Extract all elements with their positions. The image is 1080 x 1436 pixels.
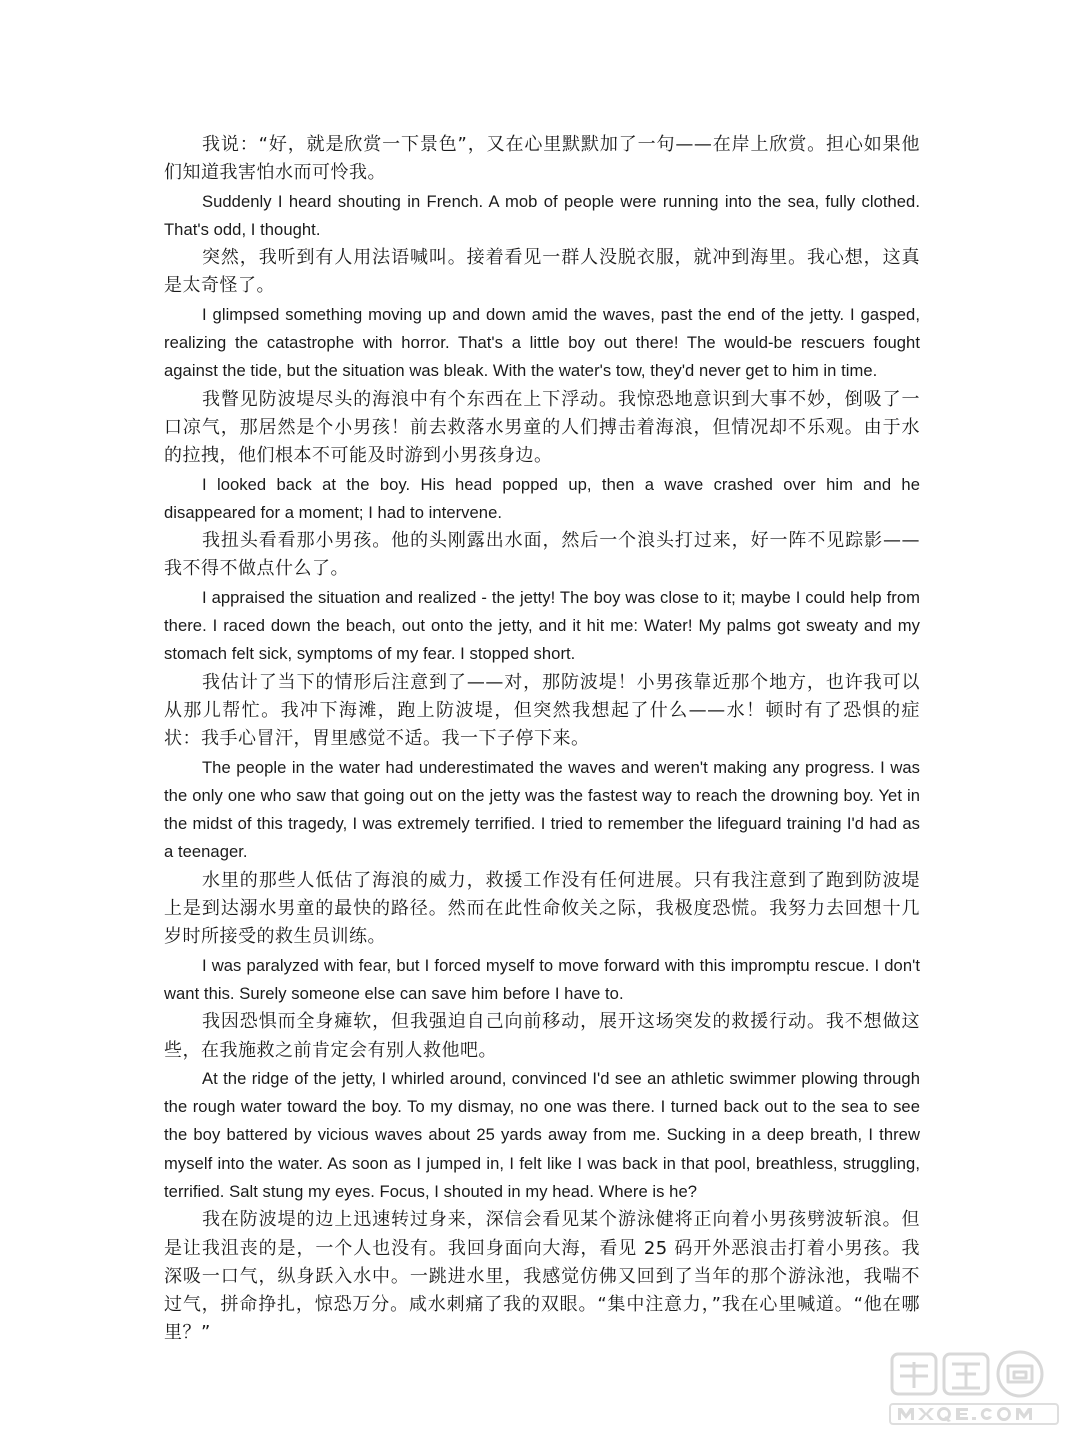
paragraph-zh-4: 我扭头看看那小男孩。他的头刚露出水面，然后一个浪头打过来，好一阵不见踪影——我不得不做点什么了。 <box>164 530 920 580</box>
watermark-logo-icon <box>886 1348 1062 1428</box>
paragraph-en-2: Suddenly I heard shouting in French. A mob of people were running into the sea, fully clothed. That's odd, I thought. <box>164 191 920 239</box>
paragraph-en-8: At the ridge of the jetty, I whirled around, convinced I'd see an athletic swimmer plowing through the rough water toward the boy. To my dismay, no one was there. I turned back out to the sea to see the boy battered by vicious waves about 25 yards away from me. Sucking in a deep breath, I threw myself into the water. As soon as I jumped in, I felt like I was back in that pool, breathless, struggling, terrified. Salt stung my eyes. Focus, I shouted in my head. Where is he? <box>164 1068 920 1201</box>
article-text <box>164 131 920 1348</box>
paragraph-zh-5: 我估计了当下的情形后注意到了——对，那防波堤！小男孩靠近那个地方，也许我可以从那儿帮忙。我冲下海滩，跑上防波堤，但突然我想起了什么——水！顿时有了恐惧的症状：我手心冒汗，胃里感觉不适。我一下子停下来。 <box>164 671 920 750</box>
paragraph-en-6: The people in the water had underestimated the waves and weren't making any progress. I was the only one who saw that going out on the jetty was the fastest way to reach the drowning boy. Yet in the midst of this tragedy, I was extremely terrified. I tried to remember the lifeguard training I'd had as a teenager. <box>164 757 920 862</box>
paragraph-zh-1: 我说：“好，就是欣赏一下景色”，又在心里默默加了一句——在岸上欣赏。担心如果他们知道我害怕水而可怜我。 <box>164 134 920 184</box>
paragraph-en-7: I was paralyzed with fear, but I forced myself to move forward with this impromptu rescue. I don't want this. Surely someone else can save him before I have to. <box>164 955 920 1003</box>
paragraph-zh-6: 水里的那些人低估了海浪的威力，救援工作没有任何进展。只有我注意到了跑到防波堤上是到达溺水男童的最快的路径。然而在此性命攸关之际，我极度恐慌。我努力去回想十几岁时所接受的救生员训练。 <box>164 869 920 948</box>
paragraph-zh-7: 我因恐惧而全身瘫软，但我强迫自己向前移动，展开这场突发的救援行动。我不想做这些，在我施救之前肯定会有别人救他吧。 <box>164 1011 920 1061</box>
paragraph-zh-2: 突然，我听到有人用法语喊叫。接着看见一群人没脱衣服，就冲到海里。我心想，这真是太奇怪了。 <box>164 247 920 297</box>
paragraph-en-4: I looked back at the boy. His head popped up, then a wave crashed over him and he disappeared for a moment; I had to intervene. <box>164 474 920 522</box>
paragraph-zh-3: 我瞥见防波堤尽头的海浪中有个东西在上下浮动。我惊恐地意识到大事不妙，倒吸了一口凉气，那居然是个小男孩！前去救落水男童的人们搏击着海浪，但情况却不乐观。由于水的拉拽，他们根本不可能及时游到小男孩身边。 <box>164 388 920 467</box>
paragraph-zh-8: 我在防波堤的边上迅速转过身来，深信会看见某个游泳健将正向着小男孩劈波斩浪。但是让我沮丧的是，一个人也没有。我回身面向大海，看见 25 码开外恶浪击打着小男孩。我深吸一口气，纵身跃入水中。一跳进水里，我感觉仿佛又回到了当年的那个游泳池，我喘不过气，拼命挣扎，惊恐万分。咸水刺痛了我的双眼。“集中注意力，”我在心里喊道。“他在哪里？” <box>164 1209 920 1344</box>
paragraph-en-3: I glimpsed something moving up and down amid the waves, past the end of the jetty. I gasped, realizing the catastrophe with horror. That's a little boy out there! The would-be rescuers fought against the tide, but the situation was bleak. With the water's tow, they'd never get to him in time. <box>164 304 920 381</box>
watermark-logo <box>886 1348 1062 1428</box>
paragraph-en-5: I appraised the situation and realized - the jetty! The boy was close to it; maybe I could help from there. I raced down the beach, out onto the jetty, and it hit me: Water! My palms got sweaty and my stomach felt sick, symptoms of my fear. I stopped short. <box>164 587 920 664</box>
